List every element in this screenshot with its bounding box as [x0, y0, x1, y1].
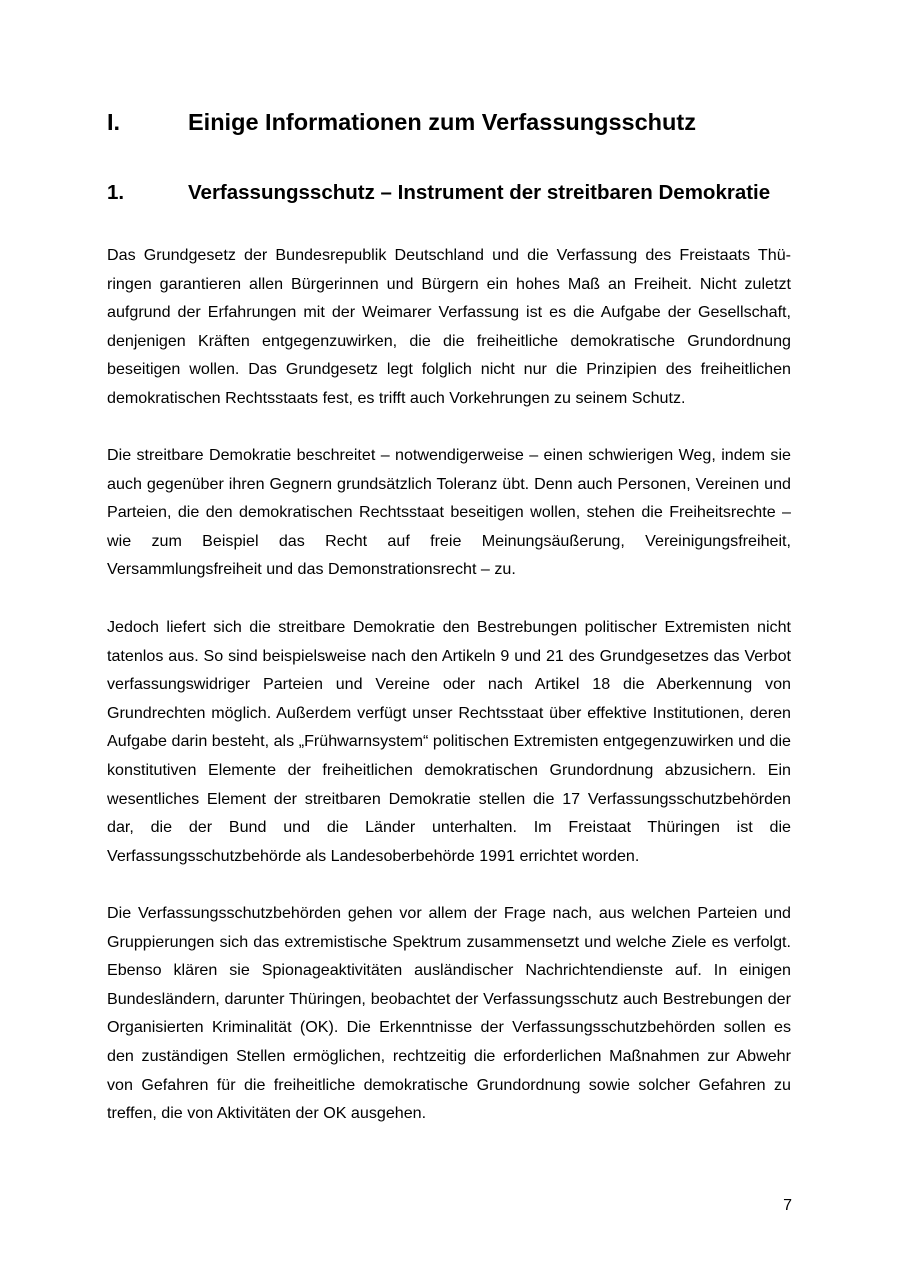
- body-paragraph: Die Verfassungsschutzbehörden gehen vor allem der Frage nach, aus welchen Parteien und Gruppierungen sich das extremistische Spektrum zusammensetzt und welche Ziele es verfolgt. Ebenso klären sie Spionageaktivitäten ausländischer Nachrichtendienste auf. In einigen Bundesländern, darunter Thüringen, beobachtet der Verfassungsschutz auch Bestrebungen der Organisierten Kriminalität (OK). Die Erkenntnisse der Verfassungsschutzbehörden sollen es den zuständigen Stellen ermöglichen, rechtzeitig die erforderlichen Maßnahmen zur Abwehr von Gefahren für die freiheitliche demokratische Grundordnung sowie solcher Gefahren zu treffen, die von Aktivitäten der OK ausgehen.: [107, 904, 791, 1123]
- page-number: 7: [783, 1197, 792, 1214]
- chapter-heading: [107, 106, 791, 138]
- body-paragraph: Das Grundgesetz der Bundesrepublik Deutschland und die Verfassung des Freistaats Thüringen garantieren allen Bürgerinnen und Bürgern ein hohes Maß an Freiheit. Nicht zuletzt aufgrund der Erfahrungen mit der Weimarer Verfassung ist es die Aufgabe der Gesellschaft, denjenigen Kräften entgegenzuwirken, die die freiheitliche demokratische Grundordnung beseitigen wollen. Das Grundgesetz legt folglich nicht nur die Prinzipien des freiheitlichen demokratischen Rechtsstaats fest, es trifft auch Vorkehrungen zu seinem Schutz.: [107, 246, 791, 407]
- section-title: Verfassungsschutz – Instrument der streitbaren Demokratie: [188, 181, 771, 204]
- chapter-title: Einige Informationen zum Verfassungsschutz: [188, 109, 696, 135]
- section-heading: [107, 178, 791, 208]
- section-number: 1.: [107, 181, 125, 204]
- chapter-number: I.: [107, 109, 121, 135]
- body-paragraph: Jedoch liefert sich die streitbare Demokratie den Bestrebungen politischer Extremisten nicht tatenlos aus. So sind beispielsweise nach den Artikeln 9 und 21 des Grundgesetzes das Verbot verfassungswidriger Parteien und Vereine oder nach Artikel 18 die Aberkennung von Grundrechten möglich. Außerdem verfügt unser Rechtsstaat über effektive Institutionen, deren Aufgabe darin besteht, als „Frühwarnsystem“ politischen Extremisten entgegenzuwirken und die konstitutiven Elemente der freiheitlichen demokratischen Grundordnung abzusichern. Ein wesentliches Element der streitbaren Demokratie stellen die 17 Verfassungsschutzbehörden dar, die der Bund und die Länder unterhalten. Im Freistaat Thüringen ist die Verfassungsschutzbehörde als Landesoberbehörde 1991 errichtet worden.: [107, 618, 791, 865]
- body-paragraph: Die streitbare Demokratie beschreitet – notwendigerweise – einen schwierigen Weg, indem sie auch gegenüber ihren Gegnern grundsätzlich Toleranz übt. Denn auch Personen, Vereinen und Parteien, die den demokratischen Rechtsstaat beseitigen wollen, stehen die Freiheitsrechte – wie zum Beispiel das Recht auf freie Meinungsäußerung, Vereinigungsfreiheit, Versammlungsfreiheit und das Demonstrationsrecht – zu.: [107, 446, 791, 579]
